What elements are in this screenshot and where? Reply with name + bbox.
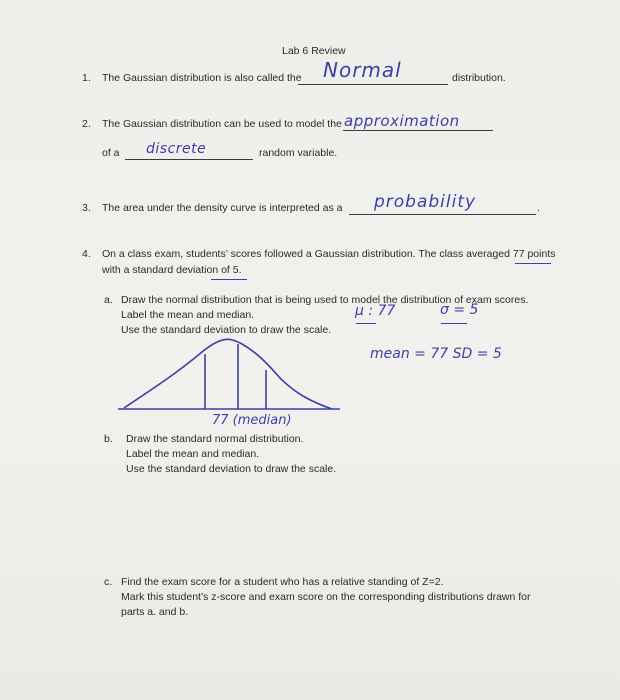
q4c-line2: Mark this student’s z-score and exam score on the corresponding distributions drawn for bbox=[121, 591, 531, 603]
q4c-line1: Find the exam score for a student who has a relative standing of Z=2. bbox=[121, 576, 444, 588]
q3-number: 3. bbox=[82, 202, 91, 214]
q4a-median-label: 77 (median) bbox=[212, 413, 292, 428]
q2-line2-text: of a bbox=[102, 147, 120, 159]
q4a-line1: Draw the normal distribution that is being used to model the distribution of exam scores. bbox=[121, 294, 529, 306]
q4-number: 4. bbox=[82, 248, 91, 260]
q1-text: The Gaussian distribution is also called the bbox=[102, 72, 302, 84]
q1-text-after: distribution. bbox=[452, 72, 506, 84]
q4b-line3: Use the standard deviation to draw the scale. bbox=[126, 463, 337, 475]
q4a-line3: Use the standard deviation to draw the scale. bbox=[121, 324, 332, 336]
q1-handwritten-answer: Normal bbox=[323, 58, 402, 82]
q1-number: 1. bbox=[82, 72, 91, 84]
q4-line2: with a standard deviation of 5. bbox=[102, 264, 242, 276]
q3-text-after: . bbox=[537, 202, 540, 214]
q4a-label: a. bbox=[104, 294, 113, 306]
q2-line2-after: random variable. bbox=[259, 147, 338, 159]
q3-text: The area under the density curve is interpreted as a bbox=[102, 202, 343, 214]
q2-handwritten-answer-2: discrete bbox=[146, 141, 207, 157]
q4b-label: b. bbox=[104, 433, 113, 445]
q4-line1: On a class exam, students’ scores followed a Gaussian distribution. The class averaged 77 points bbox=[102, 248, 556, 260]
q4b-line1: Draw the standard normal distribution. bbox=[126, 433, 304, 445]
q4c-label: c. bbox=[104, 576, 113, 588]
q4a-mu-note: μ : 77 bbox=[355, 303, 396, 319]
q4a-sigma-note: σ = 5 bbox=[440, 302, 479, 318]
q2-number: 2. bbox=[82, 118, 91, 130]
page-title: Lab 6 Review bbox=[282, 45, 346, 57]
q4a-line2: Label the mean and median. bbox=[121, 309, 255, 321]
q4a-mean-note: mean = 77 SD = 5 bbox=[370, 346, 502, 362]
q4c-line3: parts a. and b. bbox=[121, 606, 189, 618]
q2-text: The Gaussian distribution can be used to model the bbox=[102, 118, 342, 130]
q2-handwritten-answer: approximation bbox=[344, 112, 460, 130]
q3-handwritten-answer: probability bbox=[374, 192, 477, 212]
q4b-line2: Label the mean and median. bbox=[126, 448, 260, 460]
